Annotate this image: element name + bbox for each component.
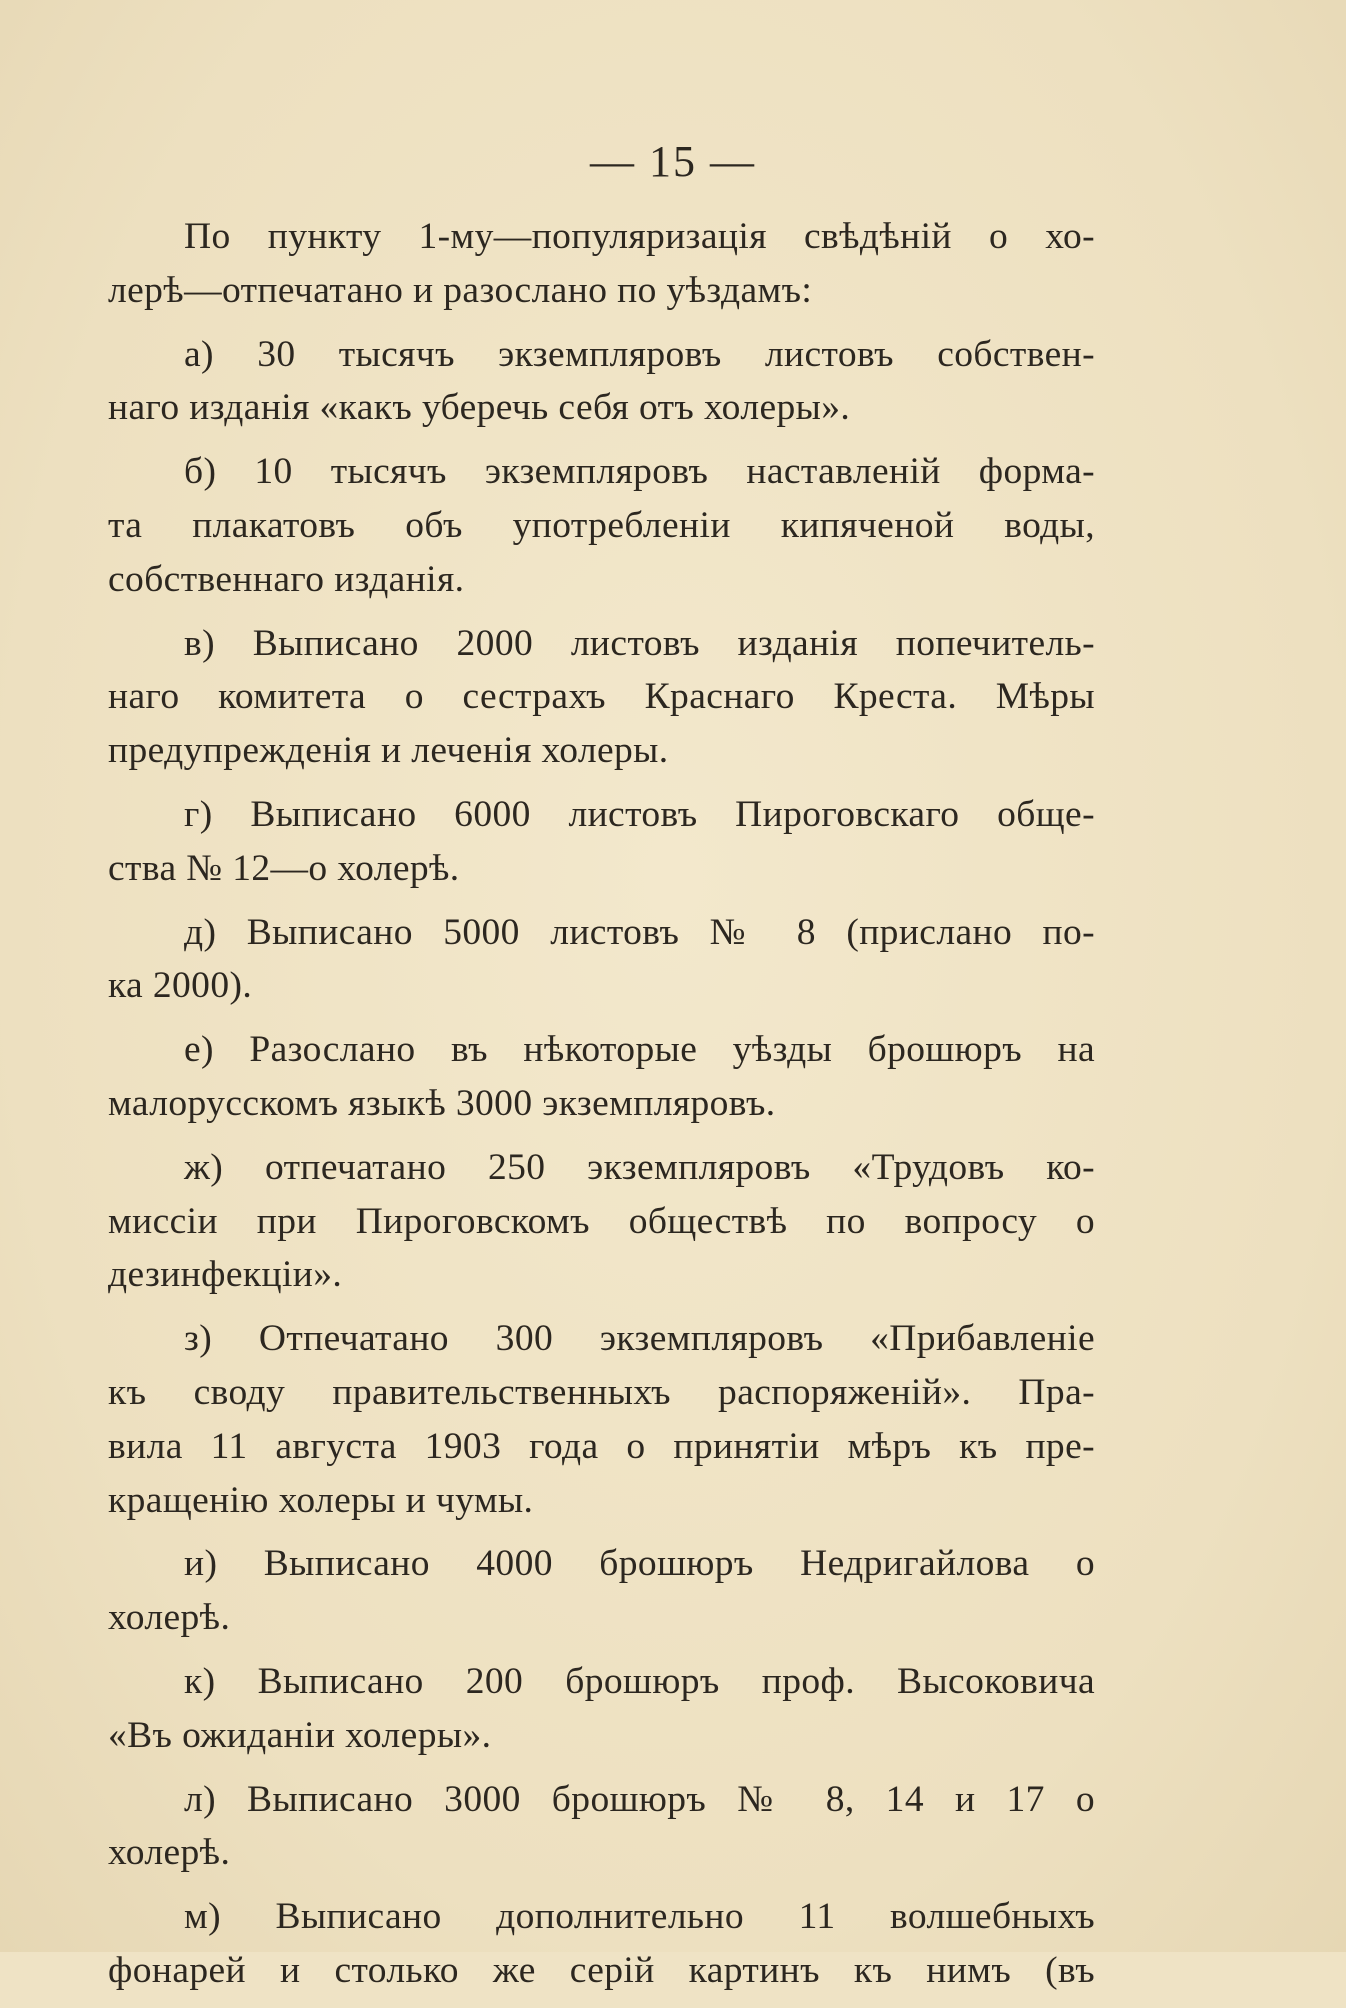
text-line: наго комитета о сестрахъ Краснаго Креста. Мѣры — [108, 676, 1095, 718]
text-line: лерѣ—отпечатано и разослано по уѣздамъ: — [108, 269, 813, 311]
paragraph-item-k — [108, 1655, 1095, 1763]
text-line: а) 30 тысячъ экземпляровъ листовъ собствен- — [184, 333, 1095, 375]
text-line: г) Выписано 6000 листовъ Пироговскаго обще- — [184, 793, 1095, 835]
text-line: л) Выписано 3000 брошюръ № 8, 14 и 17 о — [184, 1778, 1095, 1820]
text-line: По пункту 1-му—популяризація свѣдѣній о хо- — [184, 216, 1095, 257]
text-line: з) Отпечатано 300 экземпляровъ «Прибавленіе — [184, 1318, 1095, 1360]
text-line: м) Выписано дополнительно 11 волшебныхъ — [184, 1896, 1095, 1938]
text-line: наго изданія «какъ уберечь себя отъ холеры». — [108, 387, 851, 429]
paragraph-item-m — [108, 1890, 1095, 1998]
paragraph-item-b — [108, 445, 1095, 606]
paragraph-item-z — [108, 1312, 1095, 1527]
text-line: малорусскомъ языкѣ 3000 экземпляровъ. — [108, 1082, 776, 1124]
text-line: собственнаго изданія. — [108, 558, 465, 600]
text-line: кращенію холеры и чумы. — [108, 1479, 534, 1521]
text-line: «Въ ожиданіи холеры». — [108, 1714, 492, 1756]
text-line: е) Разослано въ нѣкоторые уѣзды брошюръ на — [184, 1029, 1095, 1071]
paragraph-item-d — [108, 906, 1095, 1014]
text-line: та плакатовъ объ употребленіи кипяченой воды, — [108, 504, 1095, 546]
page-number: — 15 — — [590, 137, 756, 186]
text-line: фонарей и столько же серій картинъ къ нимъ (въ — [108, 1949, 1095, 1991]
text-line: и) Выписано 4000 брошюръ Недригайлова о — [184, 1543, 1095, 1585]
text-line: миссіи при Пироговскомъ обществѣ по вопросу о — [108, 1200, 1095, 1242]
text-line: холерѣ. — [108, 1597, 231, 1639]
paragraph-item-e — [108, 1023, 1095, 1131]
text-line: холерѣ. — [108, 1832, 231, 1874]
paragraph-item-v — [108, 617, 1095, 778]
text-line: вила 11 августа 1903 года о принятіи мѣръ къ пре- — [108, 1425, 1095, 1467]
paragraph-item-g — [108, 788, 1095, 896]
paragraph-item-l — [108, 1773, 1095, 1881]
paragraph-intro — [108, 210, 1095, 318]
text-line: в) Выписано 2000 листовъ изданія попечитель- — [184, 622, 1095, 664]
page-body — [108, 210, 1095, 2008]
text-line: предупрежденія и леченія холеры. — [108, 730, 669, 772]
text-line: б) 10 тысячъ экземпляровъ наставленій форма- — [184, 451, 1095, 493]
text-line: д) Выписано 5000 листовъ № 8 (прислано по- — [184, 911, 1095, 953]
text-line: к) Выписано 200 брошюръ проф. Высоковича — [184, 1660, 1095, 1702]
text-line: къ своду правительственныхъ распоряженій». Пра- — [108, 1371, 1095, 1413]
text-line: ства № 12—о холерѣ. — [108, 847, 460, 889]
paragraph-item-i — [108, 1537, 1095, 1645]
text-line: ка 2000). — [108, 965, 253, 1007]
paragraph-item-zh — [108, 1141, 1095, 1302]
paragraph-item-a — [108, 328, 1095, 436]
text-line: ж) отпечатано 250 экземпляровъ «Трудовъ ко- — [184, 1146, 1095, 1188]
text-line: дезинфекціи». — [108, 1254, 343, 1296]
